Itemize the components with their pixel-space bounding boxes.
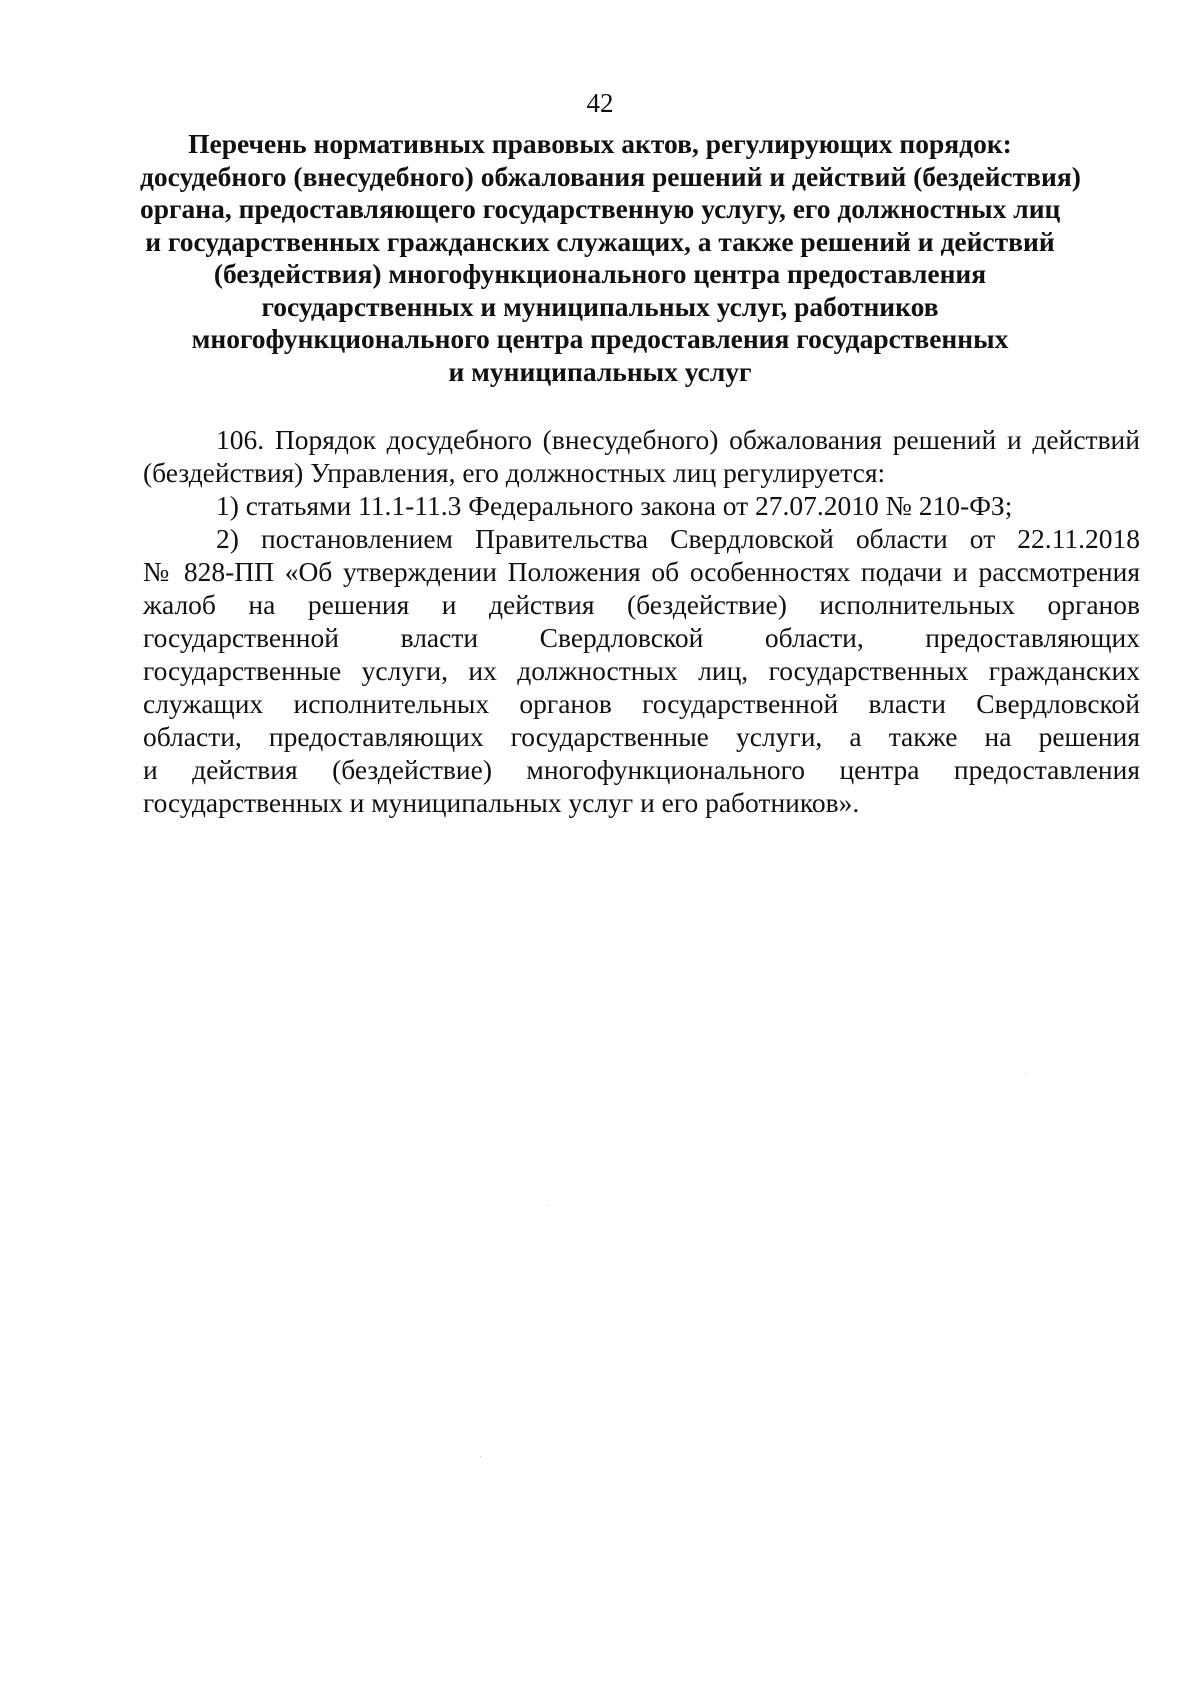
paragraph-line: государственной власти Свердловской области, предоставляющих <box>143 622 1140 653</box>
scan-speck <box>1026 1073 1027 1074</box>
paragraph-line: 2) постановлением Правительства Свердловской области от 22.11.2018 <box>216 523 1140 554</box>
heading-line: и муниципальных услуг <box>448 355 752 387</box>
paragraph-line: 1) статьями 11.1-11.3 Федерального закона от 27.07.2010 № 210-ФЗ; <box>216 490 1013 521</box>
paragraph-line: государственных и муниципальных услуг и его работников». <box>143 787 860 818</box>
heading-line: (бездействия) многофункционального центра предоставления <box>213 258 987 289</box>
scan-speck <box>548 1205 549 1206</box>
paragraph-106 <box>143 423 1140 489</box>
paragraph-line: жалоб на решения и действия (бездействие) исполнительных органов <box>143 589 1140 620</box>
paragraph-line: и действия (бездействие) многофункционального центра предоставления <box>143 754 1140 785</box>
document-body <box>143 423 1140 819</box>
document-heading <box>140 128 1081 388</box>
heading-line: досудебного (внесудебного) обжалования решений и действий (бездействия) <box>140 160 1081 192</box>
page-number: 42 <box>586 88 614 118</box>
paragraph-line: служащих исполнительных органов государственной власти Свердловской <box>143 688 1140 719</box>
heading-line: многофункционального центра предоставления государственных <box>191 323 1009 354</box>
scan-speck <box>480 1456 481 1457</box>
paragraph-line: области, предоставляющих государственные услуги, а также на решения <box>143 721 1140 752</box>
heading-line: государственных и муниципальных услуг, работников <box>261 290 939 322</box>
heading-line: органа, предоставляющего государственную услугу, его должностных лиц <box>140 193 1061 224</box>
heading-line: и государственных гражданских служащих, а также решений и действий <box>145 225 1055 257</box>
list-item-1 <box>143 489 1140 522</box>
paragraph-line: 106. Порядок досудебного (внесудебного) обжалования решений и действий <box>216 424 1140 455</box>
paragraph-line: № 828-ПП «Об утверждении Положения об особенностях подачи и рассмотрения <box>143 556 1140 587</box>
list-item-2 <box>143 522 1140 819</box>
paragraph-line: государственные услуги, их должностных лиц, государственных гражданских <box>143 655 1140 686</box>
heading-line: Перечень нормативных правовых актов, регулирующих порядок: <box>188 128 1012 159</box>
paragraph-line: (бездействия) Управления, его должностных лиц регулируется: <box>143 457 886 488</box>
